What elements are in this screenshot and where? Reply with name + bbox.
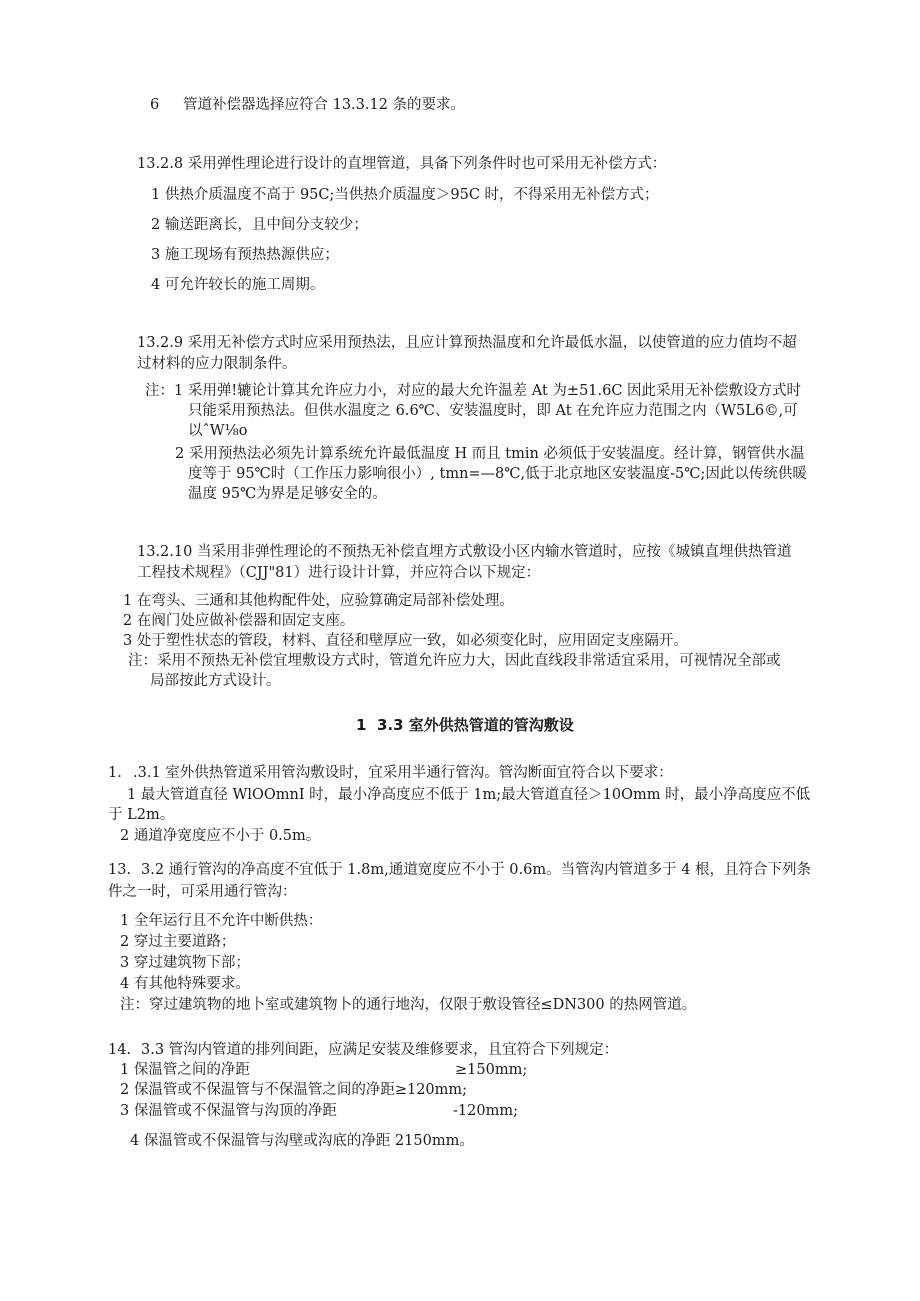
clause-13-2-10-line-1: 13.2.10 当采用非弹性理论的不预热无补偿直埋方式敷设小区内输水管道时，应按《城镇直埋供热管道 <box>137 544 792 560</box>
clause-13-2-8-title: 13.2.8 采用弹性理论进行设计的直埋管道，具备下列条件时也可采用无补偿方式： <box>137 156 667 172</box>
section-heading: 3.3 室外供热管道的管沟敷设 <box>377 716 574 734</box>
spacing-row-3-value: -120mm; <box>453 1103 518 1119</box>
note-2-line-1: 2 采用预热法必须先计算系统允许最低温度 H 而且 tmin 必须低于安装温度。经计算，钢管供水温 <box>175 446 805 462</box>
clause-3-2-item-3: 3 穿过建筑物下部； <box>120 955 250 971</box>
clause-3-2-line-1: 3.2 通行管沟的净高度不宜低于 1.8m,通道宽度应不小于 0.6m。当管沟内管道多于 4 根，且符合下列条 <box>141 862 812 878</box>
clause-13-2-8-item-1: 1 供热介质温度不高于 95C;当供热介质温度＞95C 时，不得采用无补偿方式； <box>151 187 659 203</box>
note-1-line-1: 注：1 采用弹!辘论计算其允许应力小，对应的最大允许温差 At 为±51.6C 因此采用无补偿敷设方式时 <box>145 383 802 399</box>
clause-3-3-number: 14. <box>108 1042 132 1058</box>
clause-3-1-line-4: 2 通道净宽度应不小于 0.5m。 <box>120 828 321 844</box>
clause-3-2-item-2: 2 穿过主要道路； <box>120 934 236 950</box>
spacing-row-1-label: 1 保温管之间的净距 <box>120 1062 250 1078</box>
clause-13-2-8-item-3: 3 施工现场有预热热源供应； <box>151 247 339 263</box>
item-6-number: 6 <box>150 97 160 113</box>
clause-3-1-line-1: .3.1 室外供热管道采用管沟敷设时，宜采用半通行管沟。管沟断面宜符合以下要求： <box>133 765 673 781</box>
spacing-row-2-label: 2 保温管或不保温管与不保温管之间的净距≥120mm; <box>120 1082 468 1098</box>
clause-13-2-9-line-2: 过材料的应力限制条件。 <box>137 356 297 372</box>
clause-13-2-10-item-2: 2 在阀门处应做补偿器和固定支座。 <box>123 613 355 629</box>
spacing-row-4: 4 保温管或不保温管与沟壁或沟底的净距 2150mm。 <box>130 1133 474 1149</box>
clause-3-2-item-1: 1 全年运行且不允许中断供热： <box>120 913 323 929</box>
item-6-text: 管道补偿器选择应符合 13.3.12 条的要求。 <box>183 97 466 113</box>
clause-3-2-item-4: 4 有其他特殊要求。 <box>120 976 250 992</box>
note-1-line-2: 只能采用预热法。但供水温度之 6.6℃、安装温度时，即 At 在允许应力范围之内（W5L6©,可 <box>188 403 798 419</box>
note-2-line-2: 度等于 95℃时（工作压力影响很小）, tmn=—8℃,低于北京地区安装温度-5℃;因此以传统供暖 <box>188 466 807 482</box>
clause-3-2-note: 注：穿过建筑物的地卜室或建筑物卜的通行地沟，仅限于敷设管径≤DN300 的热网管道。 <box>120 997 697 1013</box>
clause-13-2-8-item-4: 4 可允许较长的施工周期。 <box>151 277 325 293</box>
note-2-line-3: 温度 95℃为界是足够安全的。 <box>188 486 387 502</box>
clause-3-2-line-2: 件之一时，可采用通行管沟： <box>108 884 297 900</box>
clause-13-2-9-line-1: 13.2.9 采用无补偿方式时应采用预热法，且应计算预热温度和允许最低水温，以使管道的应力值均不超 <box>137 335 797 351</box>
clause-13-2-10-item-3: 3 处于塑性状态的管段，材料、直径和壁厚应一致，如必须变化时，应用固定支座隔开。 <box>123 633 688 649</box>
spacing-row-3-label: 3 保温管或不保温管与沟顶的净距 <box>120 1103 337 1119</box>
clause-13-2-10-note-line-1: 注：采用不预热无补偿宜埋敷设方式时，管道允许应力大，因此直线段非常适宜采用，可视情况全部或 <box>128 653 781 669</box>
clause-13-2-10-line-2: 工程技术规程》（CJJ"81）进行设计计算，并应符合以下规定： <box>137 565 541 581</box>
clause-3-3-line-1: 3.3 管沟内管道的排列间距，应满足安装及维修要求，且宜符合下列规定： <box>141 1042 619 1058</box>
spacing-row-1-value: ≥150mm; <box>455 1062 528 1078</box>
clause-3-1-line-2: 1 最大管道直径 WlOOmnI 时，最小净高度应不低于 1m;最大管道直径＞10Omm 时，最小净高度应不低 <box>127 787 811 803</box>
note-1-line-3: 以ˆW⅛o <box>188 423 248 439</box>
section-heading-number: 1 <box>356 716 367 734</box>
clause-13-2-10-item-1: 1 在弯头、三通和其他构配件处，应验算确定局部补偿处理。 <box>123 593 514 609</box>
clause-13-2-10-note-line-2: 局部按此方式设计。 <box>150 673 281 689</box>
clause-3-1-number: 1. <box>108 765 122 781</box>
clause-13-2-8-item-2: 2 输送距离长，且中间分支较少； <box>151 217 368 233</box>
clause-3-2-number: 13. <box>108 862 132 878</box>
clause-3-1-line-3: 于 L2m。 <box>108 807 175 823</box>
